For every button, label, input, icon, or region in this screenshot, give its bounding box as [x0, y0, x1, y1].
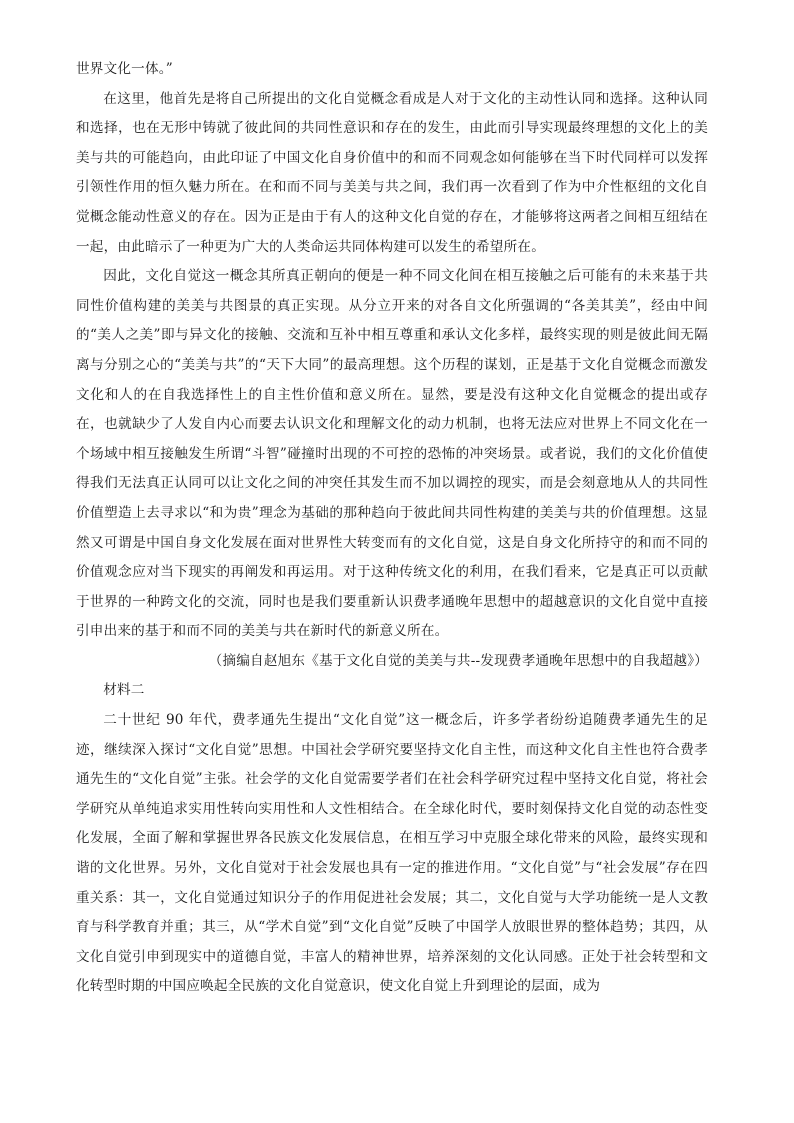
paragraph-continuation: 世界文化一体。” [76, 61, 173, 77]
source-citation: （摘编自赵旭东《基于文化自觉的美美与共--发现费孝通晚年思想中的自我超越》） [208, 652, 708, 669]
paragraph-3: 二十世纪 90 年代，费孝通先生提出“文化自觉”这一概念后，许多学者纷纷追随费孝通先生的足迹，继续深入探讨“文化自觉”思想。中国社会学研究要坚持文化自主性，而这种文化自主性也符合费孝通先生的“文化自觉”主张。社会学的文化自觉需要学者们在社会科学研究过程中坚持文化自觉，将社会学研究从单纯追求实用性转向实用性和人文性相结合。在全球化时代，要时刻保持文化自觉的动态性变化发展，全面了解和掌握世界各民族文化发展信息，在相互学习中克服全球化带来的风险，最终实现和谐的文化世界。另外，文化自觉对于社会发展也具有一定的推进作用。“文化自觉”与“社会发展”存在四重关系：其一，文化自觉通过知识分子的作用促进社会发展；其二，文化自觉与大学功能统一是人文教育与科学教育并重；其三，从“学术自觉”到“文化自觉”反映了中国学人放眼世界的整体趋势；其四，从文化自觉引申到现实中的道德自觉，丰富人的精神世界，培养深刻的文化认同感。正处于社会转型和文化转型时期的中国应唤起全民族的文化自觉意识，使文化自觉上升到理论的层面，成为 [76, 712, 708, 995]
material-two-heading: 材料二 [103, 682, 145, 699]
paragraph-2: 因此，文化自觉这一概念其所真正朝向的便是一种不同文化间在相互接触之后可能有的未来基于共同性价值构建的美美与共图景的真正实现。从分立开来的对各自文化所强调的“各美其美”，经由中间的“美人之美”即与异文化的接触、交流和互补中相互尊重和承认文化多样，最终实现的则是彼此间无隔离与分别之心的“美美与共”的“天下大同”的最高理想。这个历程的谋划，正是基于文化自觉概念而激发文化和人的在自我选择性上的自主性价值和意义所在。显然，要是没有这种文化自觉概念的提出或存在，也就缺少了人发自内心而要去认识文化和理解文化的动力机制，也将无法应对世界上不同文化在一个场域中相互接触发生所谓“斗智”碰撞时出现的不可控的恐怖的冲突场景。或者说，我们的文化价值使得我们无法真正认同可以让文化之间的冲突任其发生而不加以调控的现实，而是会刻意地从人的共同性价值塑造上去寻求以“和为贵”理念为基础的那种趋向于彼此间共同性构建的美美与共的价值理想。这显然又可谓是中国自身文化发展在面对世界性大转变而有的文化自觉，这是自身文化所持守的和而不同的价值观念应对当下现实的再阐发和再运用。对于这种传统文化的利用，在我们看来，它是真正可以贡献于世界的一种跨文化的交流，同时也是我们要重新认识费孝通晚年思想中的超越意识的文化自觉中直接引申出来的基于和而不同的美美与共在新时代的新意义所在。 [76, 268, 708, 640]
paragraph-1: 在这里，他首先是将自己所提出的文化自觉概念看成是人对于文化的主动性认同和选择。这种认同和选择，也在无形中铸就了彼此间的共同性意识和存在的发生，由此而引导实现最终理想的文化上的美美与共的可能趋向，由此印证了中国文化自身价值中的和而不同观念如何能够在当下时代同样可以发挥引领性作用的恒久魅力所在。在和而不同与美美与共之间，我们再一次看到了作为中介性枢纽的文化自觉概念能动性意义的存在。因为正是由于有人的这种文化自觉的存在，才能够将这两者之间相互纽结在一起，由此暗示了一种更为广大的人类命运共同体构建可以发生的希望所在。 [76, 90, 708, 255]
